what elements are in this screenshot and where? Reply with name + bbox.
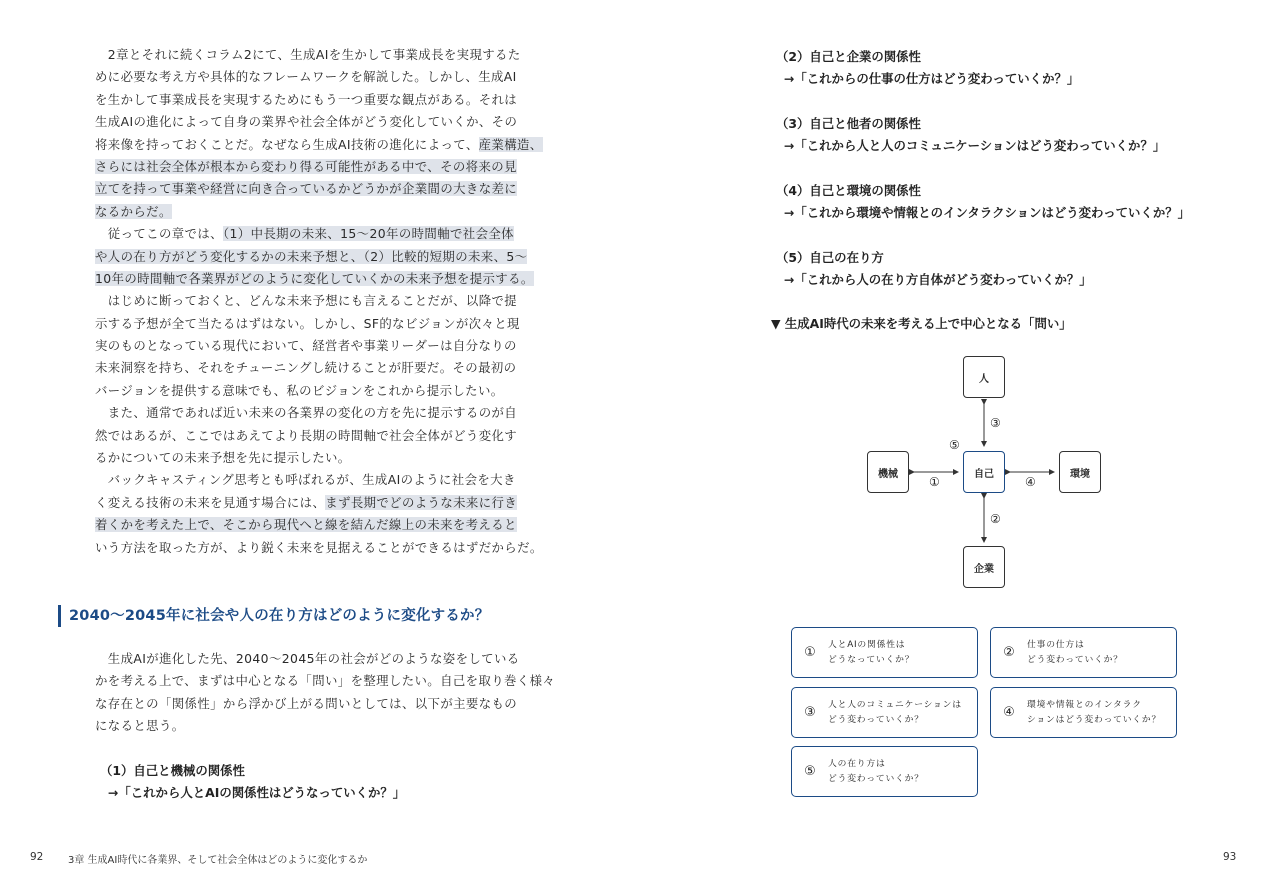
node-machine: 機械 bbox=[867, 451, 909, 493]
text-line: く変える技術の未来を見通す場合には、まず長期でどのような未来に行き bbox=[95, 494, 518, 510]
text-line: さらには社会全体が根本から変わり得る可能性がある中で、その将来の見 bbox=[95, 158, 517, 174]
text-line: バージョンを提供する意味でも、私のビジョンをこれから提示したい。 bbox=[95, 382, 504, 398]
question-sub: →「これから環境や情報とのインタラクションはどう変わっていくか？」 bbox=[784, 205, 1191, 221]
node-person: 人 bbox=[963, 356, 1005, 398]
question-3 bbox=[776, 113, 1165, 158]
text-line: 示する予想が全て当たるはずはない。しかし、SF的なビジョンが次々と現 bbox=[95, 315, 520, 331]
text-line: や人の在り方がどう変化するかの未来予想と、（2）比較的短期の未来、5～ bbox=[95, 248, 528, 264]
text-line: 立てを持って事業や経営に向き合っているかどうかが企業間の大きな差に bbox=[95, 181, 518, 197]
running-title: 3章 生成AI時代に各業界、そして社会全体はどのように変化するか bbox=[68, 855, 368, 866]
question-sub: →「これから人の在り方自体がどう変わっていくか？」 bbox=[784, 272, 1092, 288]
question-title: （4）自己と環境の関係性 bbox=[776, 183, 921, 198]
page-number: 93 bbox=[1223, 851, 1237, 863]
text-line: めに必要な考え方や具体的なフレームワークを解説した。しかし、生成AI bbox=[95, 69, 517, 85]
question-sub: →「これからの仕事の仕方はどう変わっていくか？」 bbox=[784, 71, 1080, 87]
page-number: 92 bbox=[30, 851, 44, 863]
question-box-number: ③ bbox=[804, 705, 816, 720]
text-line: を生かして事業成長を実現するためにもう一つ重要な観点がある。それは bbox=[95, 91, 518, 107]
node-self: 自己 bbox=[963, 451, 1005, 493]
question-box-text: 人とAIの関係性は どうなっていくか？ bbox=[828, 639, 915, 665]
text-line: な存在との「関係性」から浮かび上がる問いとしては、以下が主要なもの bbox=[95, 695, 518, 711]
question-box-5 bbox=[791, 746, 978, 797]
text-line: はじめに断っておくと、どんな未来予想にも言えることだが、以降で提 bbox=[95, 293, 518, 309]
question-box-number: ② bbox=[1003, 645, 1015, 660]
node-company: 企業 bbox=[963, 546, 1005, 588]
question-title: （3）自己と他者の関係性 bbox=[776, 116, 921, 131]
section-heading: 2040～2045年に社会や人の在り方はどのように変化するか？ bbox=[58, 605, 489, 627]
text-line: いう方法を取った方が、より鋭く未来を見据えることができるはずだからだ。 bbox=[95, 539, 543, 555]
text-line: 未来洞察を持ち、それをチューニングし続けることが肝要だ。その最初の bbox=[95, 360, 517, 376]
question-box-text: 仕事の仕方は どう変わっていくか？ bbox=[1027, 639, 1123, 665]
text-line: かを考える上で、まずは中心となる「問い」を整理したい。自己を取り巻く様々 bbox=[95, 673, 556, 689]
question-title: （2）自己と企業の関係性 bbox=[776, 49, 921, 64]
question-box-text: 環境や情報とのインタラク ションはどう変わっていくか？ bbox=[1027, 699, 1162, 725]
text-line: 実のものとなっている現代において、経営者や事業リーダーは自分なりの bbox=[95, 338, 517, 354]
text-line: 着くかを考えた上で、そこから現代へと線を結んだ線上の未来を考えると bbox=[95, 517, 517, 533]
label-three: ③ bbox=[990, 416, 1001, 430]
question-4 bbox=[776, 180, 1190, 225]
question-title: （1）自己と機械の関係性 bbox=[100, 763, 245, 778]
question-box-number: ⑤ bbox=[804, 764, 816, 779]
text-line: 従ってこの章では、（1）中長期の未来、15～20年の時間軸で社会全体 bbox=[95, 226, 514, 242]
question-5 bbox=[776, 247, 1092, 292]
question-box-4 bbox=[990, 687, 1177, 738]
label-two: ② bbox=[990, 512, 1001, 526]
question-box-number: ④ bbox=[1003, 705, 1015, 720]
section-paragraph bbox=[95, 648, 556, 738]
text-line: 生成AIが進化した先、2040～2045年の社会がどのような姿をしている bbox=[95, 651, 520, 666]
text-line: 生成AIの進化によって自身の業界や社会全体がどう変化していくか、その bbox=[95, 114, 518, 130]
label-four: ④ bbox=[1025, 475, 1036, 489]
question-box-3 bbox=[791, 687, 978, 738]
question-1 bbox=[100, 760, 405, 805]
question-box-number: ① bbox=[804, 645, 816, 660]
question-sub: →「これから人と人のコミュニケーションはどう変わっていくか？」 bbox=[784, 138, 1166, 154]
intro-paragraphs bbox=[95, 44, 543, 559]
question-box-2 bbox=[990, 627, 1177, 678]
text-line: 将来像を持っておくことだ。なぜなら生成AI技術の進化によって、産業構造、 bbox=[95, 136, 543, 152]
text-line: なるからだ。 bbox=[95, 203, 172, 219]
label-five: ⑤ bbox=[949, 438, 960, 452]
question-box-1 bbox=[791, 627, 978, 678]
node-environment: 環境 bbox=[1059, 451, 1101, 493]
question-2 bbox=[776, 46, 1079, 91]
text-line: また、通常であれば近い未来の各業界の変化の方を先に提示するのが自 bbox=[95, 405, 518, 421]
label-one: ① bbox=[929, 475, 940, 489]
text-line: 10年の時間軸で各業界がどのように変化していくかの未来予想を提示する。 bbox=[95, 270, 534, 286]
text-line: 然ではあるが、ここではあえてより長期の時間軸で社会全体がどう変化す bbox=[95, 427, 518, 443]
question-sub: →「これから人とAIの関係性はどうなっていくか？」 bbox=[108, 785, 406, 801]
right-page bbox=[633, 0, 1267, 893]
text-line: バックキャスティング思考とも呼ばれるが、生成AIのように社会を大き bbox=[95, 472, 516, 488]
text-line: るかについての未来予想を先に提示したい。 bbox=[95, 450, 351, 466]
question-box-text: 人と人のコミュニケーションは どう変わっていくか？ bbox=[828, 699, 962, 725]
left-page bbox=[0, 0, 633, 893]
text-line: になると思う。 bbox=[95, 718, 185, 734]
text-line: 2章とそれに続くコラム2にて、生成AIを生かして事業成長を実現するた bbox=[95, 47, 521, 62]
figure-caption: ▼ 生成AI時代の未来を考える上で中心となる「問い」 bbox=[771, 316, 1072, 331]
question-box-text: 人の在り方は どう変わっていくか？ bbox=[828, 758, 924, 784]
question-title: （5）自己の在り方 bbox=[776, 250, 884, 265]
